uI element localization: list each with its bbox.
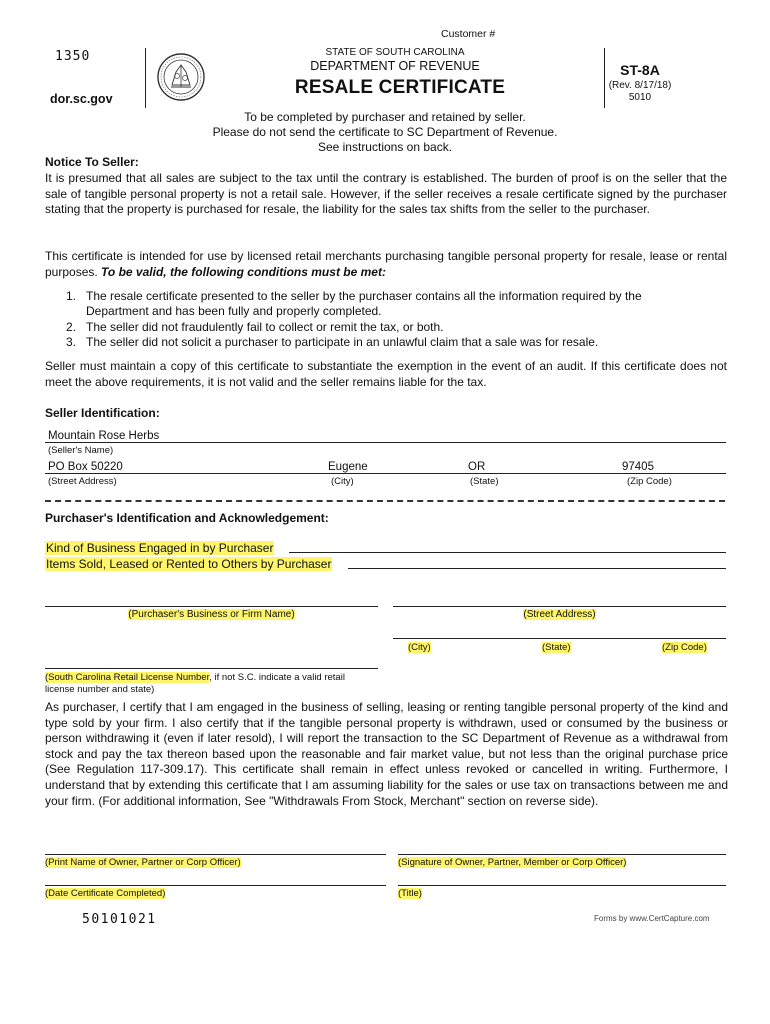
retail-license-note: , if not S.C. indicate a valid retail <box>209 672 345 683</box>
purchaser-city-state-zip-field[interactable] <box>393 638 726 639</box>
page-title: RESALE CERTIFICATE <box>294 77 506 98</box>
seller-street-label: (Street Address) <box>48 476 117 487</box>
business-name-label <box>45 609 378 620</box>
seller-state-label: (State) <box>470 476 499 487</box>
purchaser-zip-label <box>662 642 707 653</box>
purchaser-heading: Purchaser's Identification and Acknowledgement: <box>45 511 329 525</box>
condition-text: The seller did not solicit a purchaser to participate in an unlawful claim that a sale was for resale. <box>86 335 599 350</box>
seller-name-field[interactable]: Mountain Rose Herbs <box>48 430 160 442</box>
date-completed-field[interactable] <box>45 885 386 886</box>
purchaser-city-label <box>408 642 431 653</box>
purchaser-street-label <box>393 609 726 620</box>
website: dor.sc.gov <box>50 92 113 106</box>
notice-paragraph-2-text: This certificate is intended for use by licensed retail merchants purchasing tangible personal property for resale, lease or rental purposes. <box>45 249 727 279</box>
seller-name-label: (Seller's Name) <box>48 445 114 456</box>
date-completed-label <box>45 888 165 899</box>
seller-street-field[interactable]: PO Box 50220 <box>48 461 123 473</box>
condition-number: 2. <box>66 319 77 334</box>
condition-text: The seller did not fraudulently fail to collect or remit the tax, or both. <box>86 319 444 334</box>
condition-text: The resale certificate presented to the seller by the purchaser contains all the information required by the Department and has been fully and properly completed. <box>86 289 642 319</box>
header-divider-left <box>145 48 146 108</box>
department-name: DEPARTMENT OF REVENUE <box>310 59 480 73</box>
form-number: ST-8A <box>620 62 660 78</box>
date-completed-label-text: (Date Certificate Completed) <box>45 888 166 899</box>
signature-label-text: (Signature of Owner, Partner, Member or Corp Officer) <box>398 857 627 868</box>
business-name-label-text: (Purchaser's Business or Firm Name) <box>128 609 295 620</box>
list-item <box>66 335 706 350</box>
customer-number-label: Customer # <box>441 28 496 40</box>
print-name-field[interactable] <box>45 854 386 855</box>
print-name-label-text: (Print Name of Owner, Partner or Corp Officer) <box>45 857 241 868</box>
condition-number: 3. <box>66 335 77 350</box>
notice-paragraph-3: Seller must maintain a copy of this certificate to substantiate the exemption in the event of an audit. If this certificate does not meet the above requirements, it is not valid and the seller remains liable for the tax. <box>45 359 727 389</box>
seller-address-line <box>45 473 726 474</box>
title-label <box>398 888 422 899</box>
seller-zip-field[interactable]: 97405 <box>622 461 654 473</box>
seller-state-field[interactable]: OR <box>468 461 486 473</box>
barcode-number: 50101021 <box>82 912 157 927</box>
state-name: STATE OF SOUTH CAROLINA <box>325 47 465 58</box>
purchaser-state-label-text: (State) <box>542 642 571 653</box>
retail-license-field[interactable] <box>45 668 378 669</box>
retail-license-label <box>45 672 385 695</box>
seller-city-field[interactable]: Eugene <box>328 461 368 473</box>
kind-of-business-label: Kind of Business Engaged in by Purchaser <box>46 541 274 555</box>
signature-label <box>398 857 626 868</box>
footer-credit: Forms by www.CertCapture.com <box>594 914 710 923</box>
purchaser-street-field[interactable] <box>393 606 726 607</box>
form-id: 5010 <box>628 92 652 103</box>
items-sold-label: Items Sold, Leased or Rented to Others by Purchaser <box>46 557 332 571</box>
notice-paragraph-2 <box>45 249 727 280</box>
form-code-left: 1350 <box>55 49 91 64</box>
business-name-field[interactable] <box>45 606 378 607</box>
section-divider <box>45 500 725 502</box>
state-seal-icon <box>156 52 206 102</box>
instruction-line-3: See instructions on back. <box>317 140 453 154</box>
list-item <box>66 289 706 320</box>
condition-number: 1. <box>66 289 77 303</box>
certification-paragraph: As purchaser, I certify that I am engaged in the business of selling, leasing or renting tangible personal property of the kind and type sold by your firm. I also certify that if the tangible personal property is withdrawn, used or consumed by the business or person withdrawing it (even if later resold), I will report the transaction to the SC Department of Revenue as a withdrawal from stock and pay the tax thereon based upon the reasonable and fair market value, but not less than the original purchase price (See Regulation 117-309.17). This certificate shall remain in effect unless revoked or cancelled in writing. Furthermore, I understand that by extending this certificate that I am assuming liability for the sales or use tax on transactions between me and your firm. (For additional information, See "Withdrawals From Stock, Merchant" section on reverse side). <box>45 700 728 808</box>
notice-heading: Notice To Seller: <box>45 155 139 169</box>
notice-paragraph-2-emphasis: To be valid, the following conditions must be met: <box>101 264 386 279</box>
notice-paragraph-1: It is presumed that all sales are subject to the tax until the contrary is established. The burden of proof is on the seller that the sale of tangible personal property is not a retail sale. However, if the seller receives a resale certificate signed by the purchaser stating that the property is purchased for resale, the liability for the sales tax shifts from the seller to the purchaser. <box>45 171 727 217</box>
items-sold-field[interactable] <box>348 568 726 569</box>
title-field[interactable] <box>398 885 726 886</box>
purchaser-street-label-text: (Street Address) <box>523 609 596 620</box>
conditions-list <box>66 289 706 351</box>
signature-field[interactable] <box>398 854 726 855</box>
title-label-text: (Title) <box>398 888 422 899</box>
instruction-line-1: To be completed by purchaser and retained by seller. <box>244 110 526 124</box>
list-item <box>66 320 706 335</box>
purchaser-state-label <box>542 642 571 653</box>
retail-license-label-text: (South Carolina Retail License Number <box>45 672 210 683</box>
purchaser-city-label-text: (City) <box>408 642 431 653</box>
instruction-line-2: Please do not send the certificate to SC Department of Revenue. <box>212 125 558 139</box>
form-revision: (Rev. 8/17/18) <box>608 80 672 91</box>
seller-city-label: (City) <box>331 476 354 487</box>
kind-of-business-field[interactable] <box>289 552 726 553</box>
seller-zip-label: (Zip Code) <box>627 476 672 487</box>
purchaser-zip-label-text: (Zip Code) <box>662 642 707 653</box>
retail-license-note-2: license number and state) <box>45 683 155 695</box>
print-name-label <box>45 857 241 868</box>
seller-name-line <box>45 442 726 443</box>
seller-heading: Seller Identification: <box>45 406 160 420</box>
